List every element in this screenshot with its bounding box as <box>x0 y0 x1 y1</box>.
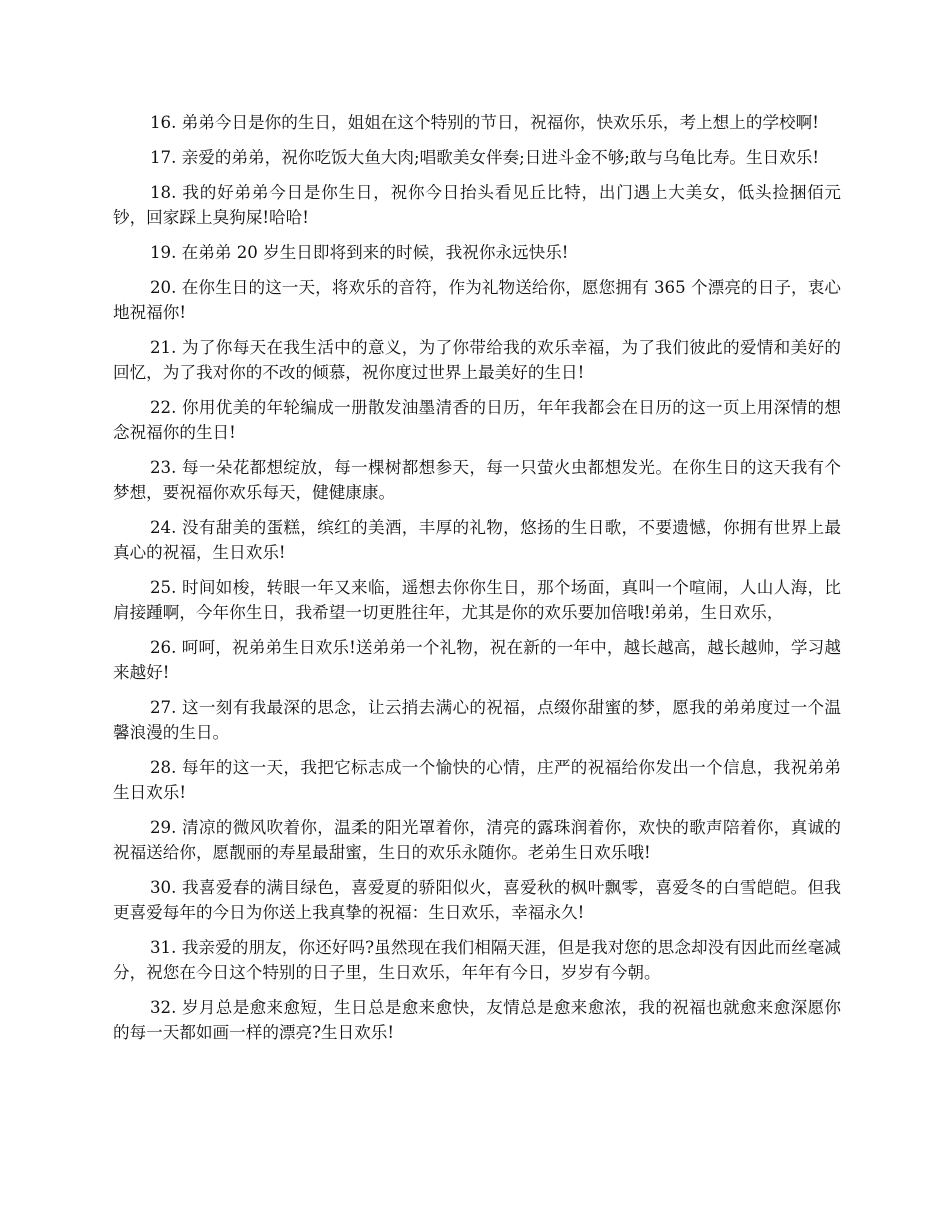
paragraph-17: 17. 亲爱的弟弟，祝你吃饭大鱼大肉;唱歌美女伴奏;日进斗金不够;敢与乌龟比寿。生日欢乐! <box>150 148 820 167</box>
paragraph-26: 26. 呵呵，祝弟弟生日欢乐!送弟弟一个礼物，祝在新的一年中，越长越高，越长越帅，学习越来越好! <box>113 638 841 682</box>
paragraph-21: 21. 为了你每天在我生活中的意义，为了你带给我的欢乐幸福，为了我们彼此的爱情和美好的回忆，为了我对你的不改的倾慕，祝你度过世界上最美好的生日! <box>113 338 841 382</box>
paragraph-24: 24. 没有甜美的蛋糕，缤红的美酒，丰厚的礼物，悠扬的生日歌，不要遗憾，你拥有世界上最真心的祝福，生日欢乐! <box>113 518 841 562</box>
paragraph-23: 23. 每一朵花都想绽放，每一棵树都想参天，每一只萤火虫都想发光。在你生日的这天我有个梦想，要祝福你欢乐每天，健健康康。 <box>113 458 841 502</box>
paragraph-25: 25. 时间如梭，转眼一年又来临，遥想去你你生日，那个场面，真叫一个喧闹，人山人海，比肩接踵啊，今年你生日，我希望一切更胜往年，尤其是你的欢乐要加倍哦!弟弟，生日欢乐， <box>113 578 841 622</box>
paragraph-32: 32. 岁月总是愈来愈短，生日总是愈来愈快，友情总是愈来愈浓，我的祝福也就愈来愈深愿你的每一天都如画一样的漂亮?生日欢乐! <box>113 998 841 1042</box>
paragraph-29: 29. 清凉的微风吹着你，温柔的阳光罩着你，清亮的露珠润着你，欢快的歌声陪着你，真诚的祝福送给你，愿靓丽的寿星最甜蜜，生日的欢乐永随你。老弟生日欢乐哦! <box>113 818 841 862</box>
paragraph-27: 27. 这一刻有我最深的思念，让云捎去满心的祝福，点缀你甜蜜的梦，愿我的弟弟度过一个温馨浪漫的生日。 <box>113 698 841 742</box>
paragraph-19: 19. 在弟弟 20 岁生日即将到来的时候，我祝你永远快乐! <box>150 243 569 262</box>
paragraph-22: 22. 你用优美的年轮编成一册散发油墨清香的日历，年年我都会在日历的这一页上用深情的想念祝福你的生日! <box>113 398 841 442</box>
paragraph-30: 30. 我喜爱春的满目绿色，喜爱夏的骄阳似火，喜爱秋的枫叶飘零，喜爱冬的白雪皑皑。但我更喜爱每年的今日为你送上我真挚的祝福：生日欢乐，幸福永久! <box>113 878 841 922</box>
document-body <box>113 110 841 1055</box>
paragraph-28: 28. 每年的这一天，我把它标志成一个愉快的心情，庄严的祝福给你发出一个信息，我祝弟弟生日欢乐! <box>113 758 841 802</box>
paragraph-31: 31. 我亲爱的朋友，你还好吗?虽然现在我们相隔天涯，但是我对您的思念却没有因此而丝毫减分，祝您在今日这个特别的日子里，生日欢乐，年年有今日，岁岁有今朝。 <box>113 938 841 982</box>
paragraph-18: 18. 我的好弟弟今日是你生日，祝你今日抬头看见丘比特，出门遇上大美女，低头捡捆佰元钞，回家踩上臭狗屎!哈哈! <box>113 183 841 227</box>
paragraph-16: 16. 弟弟今日是你的生日，姐姐在这个特别的节日，祝福你，快欢乐乐，考上想上的学校啊! <box>150 113 819 132</box>
paragraph-20: 20. 在你生日的这一天，将欢乐的音符，作为礼物送给你，愿您拥有 365 个漂亮的日子，衷心地祝福你! <box>113 278 841 322</box>
